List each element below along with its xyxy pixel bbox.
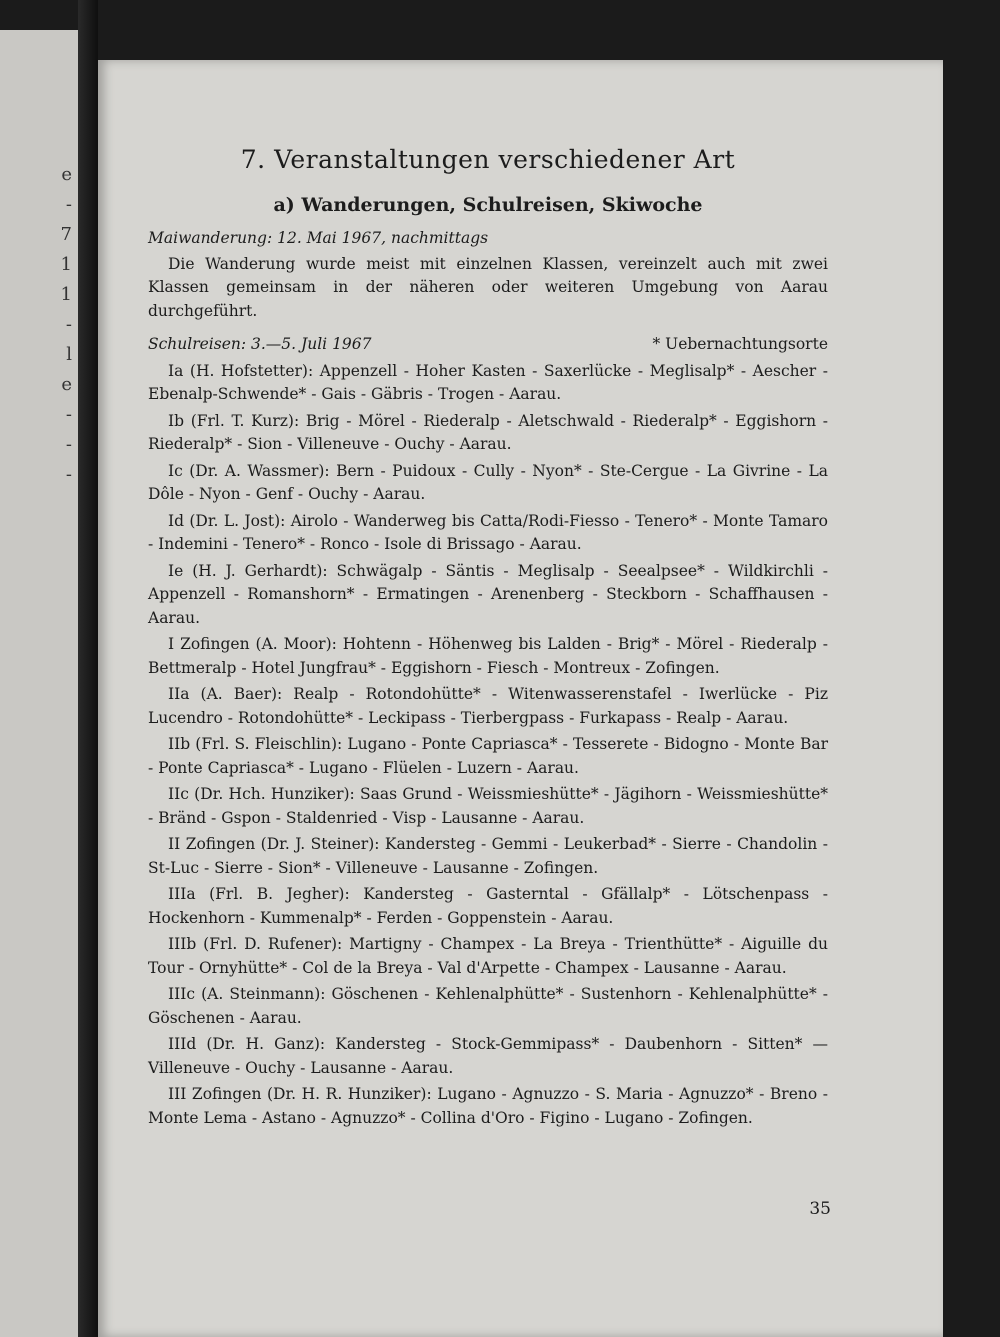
schulreisen-heading: Schulreisen: 3.—5. Juli 1967 [148, 335, 372, 353]
left-page-edge [0, 30, 78, 1337]
trip-paragraph: IIIa (Frl. B. Jegher): Kandersteg - Gasterntal - Gfällalp* - Lötschenpass - Hockenhorn - Kummenalp* - Ferden - Goppenstein - Aarau. [148, 885, 828, 927]
trip-paragraph: Ia (H. Hofstetter): Appenzell - Hoher Kasten - Saxerlücke - Meglisalp* - Aescher - Ebenalp-Schwende* - Gais - Gäbris - Trogen - Aarau. [148, 361, 828, 403]
trip-paragraph: IIc (Dr. Hch. Hunziker): Saas Grund - Weissmieshütte* - Jägihorn - Weissmieshütte* - Bränd - Gspon - Staldenried - Visp - Lausanne - Aarau. [148, 785, 828, 827]
chapter-title: 7. Veranstaltungen verschiedener Art [240, 145, 736, 174]
trip-paragraph: I Zofingen (A. Moor): Hohtenn - Höhenweg bis Lalden - Brig* - Mörel - Riederalp - Bettmeralp - Hotel Jungfrau* - Eggishorn - Fiesch - Montreux - Zofingen. [148, 635, 828, 677]
trip-paragraph: Ib (Frl. T. Kurz): Brig - Mörel - Riederalp - Aletschwald - Riederalp* - Eggishorn - Riederalp* - Sion - Villeneuve - Ouchy - Aarau. [148, 411, 828, 453]
book-gutter [78, 0, 98, 1337]
trip-paragraph: IIIb (Frl. D. Rufener): Martigny - Champex - La Breya - Trienthütte* - Aiguille du Tour - Ornyhütte* - Col de la Breya - Val d'Arpette - Champex - Lausanne - Aarau. [148, 935, 828, 977]
left-page-marks [58, 160, 72, 490]
overnight-note: * Uebernachtungsorte [652, 335, 828, 353]
trip-paragraph: Ic (Dr. A. Wassmer): Bern - Puidoux - Cully - Nyon* - Ste-Cergue - La Givrine - La Dôle - Nyon - Genf - Ouchy - Aarau. [148, 461, 828, 503]
edge-mark: - [65, 434, 72, 455]
page-content [148, 145, 828, 1130]
edge-mark: - [65, 194, 72, 215]
edge-mark: l [66, 344, 72, 365]
book-page [98, 60, 943, 1337]
page-number: 35 [809, 1199, 831, 1219]
maiwanderung-heading: Maiwanderung: 12. Mai 1967, nachmittags [148, 229, 489, 247]
edge-mark: - [65, 464, 72, 485]
trip-paragraph: IIId (Dr. H. Ganz): Kandersteg - Stock-Gemmipass* - Daubenhorn - Sitten* — Villeneuve - Ouchy - Lausanne - Aarau. [148, 1035, 828, 1077]
edge-mark: - [65, 314, 72, 335]
edge-mark: 1 [60, 284, 72, 305]
maiwanderung-text: Die Wanderung wurde meist mit einzelnen Klassen, vereinzelt auch mit zwei Klassen gemeinsam in der näheren oder weiteren Umgebung von Aarau durchgeführt. [148, 254, 828, 320]
edge-mark: 7 [60, 224, 72, 245]
section-title: a) Wanderungen, Schulreisen, Skiwoche [273, 193, 703, 216]
trip-paragraph: Id (Dr. L. Jost): Airolo - Wanderweg bis Catta/Rodi-Fiesso - Tenero* - Monte Tamaro - Indemini - Tenero* - Ronco - Isole di Brissago - Aarau. [148, 511, 828, 553]
edge-mark: - [65, 404, 72, 425]
trip-paragraph: IIa (A. Baer): Realp - Rotondohütte* - Witenwasserenstafel - Iwerlücke - Piz Lucendro - Rotondohütte* - Leckipass - Tierbergpass - Furkapass - Realp - Aarau. [148, 685, 828, 727]
trip-paragraph: III Zofingen (Dr. H. R. Hunziker): Lugano - Agnuzzo - S. Maria - Agnuzzo* - Breno - Monte Lema - Astano - Agnuzzo* - Collina d'Oro - Figino - Lugano - Zofingen. [148, 1085, 828, 1127]
edge-mark: 1 [60, 254, 72, 275]
schulreisen-heading-row [148, 333, 828, 357]
edge-mark: e [61, 374, 72, 395]
trip-paragraph: IIIc (A. Steinmann): Göschenen - Kehlenalphütte* - Sustenhorn - Kehlenalphütte* - Göschenen - Aarau. [148, 985, 828, 1027]
edge-mark: e [61, 164, 72, 185]
trip-paragraph: IIb (Frl. S. Fleischlin): Lugano - Ponte Capriasca* - Tesserete - Bidogno - Monte Bar - Ponte Capriasca* - Lugano - Flüelen - Luzern - Aarau. [148, 735, 828, 777]
trip-paragraph: II Zofingen (Dr. J. Steiner): Kandersteg - Gemmi - Leukerbad* - Sierre - Chandolin - St-Luc - Sierre - Sion* - Villeneuve - Lausanne - Zofingen. [148, 835, 828, 877]
trip-paragraph: Ie (H. J. Gerhardt): Schwägalp - Säntis - Meglisalp - Seealpsee* - Wildkirchli - Appenzell - Romanshorn* - Ermatingen - Arenenberg - Steckborn - Schaffhausen - Aarau. [148, 561, 828, 627]
